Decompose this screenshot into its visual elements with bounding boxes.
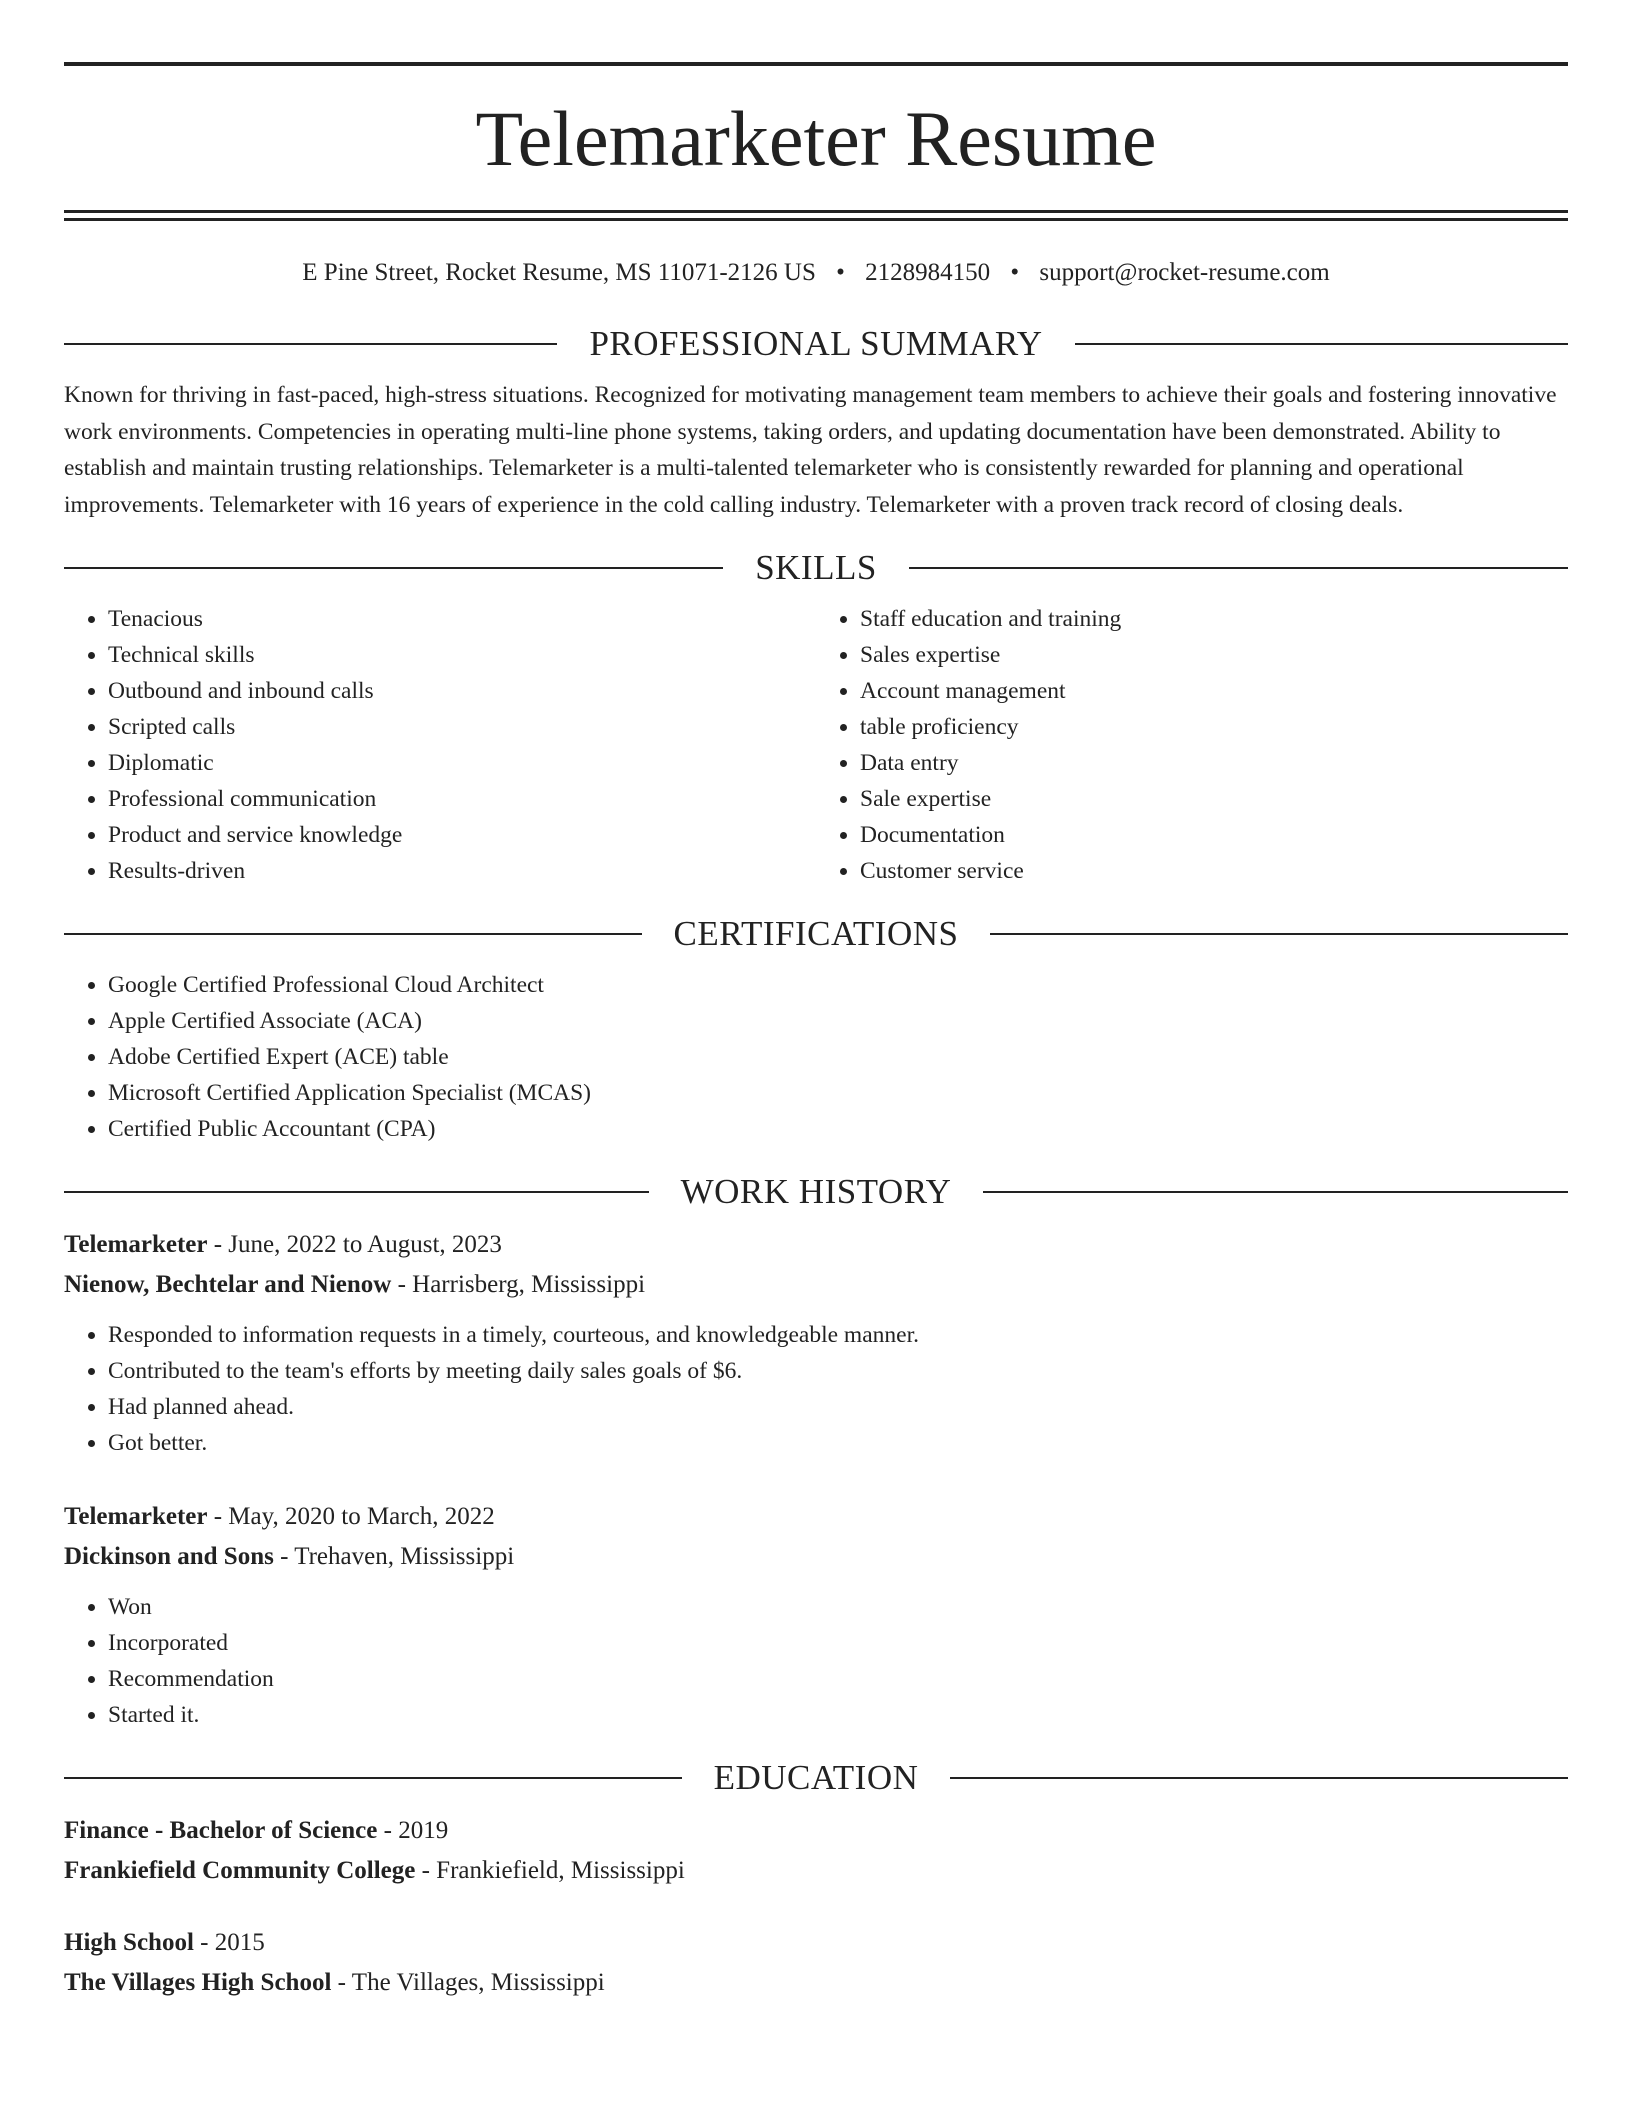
skill-item: • Staff education and training bbox=[860, 601, 1568, 637]
job-bullet: • Got better. bbox=[108, 1425, 1568, 1461]
contact-phone: 2128984150 bbox=[865, 259, 991, 286]
heading-rule bbox=[64, 343, 557, 345]
skills-list bbox=[64, 601, 1568, 889]
skill-item: • Sales expertise bbox=[860, 637, 1568, 673]
job-company: Dickinson and Sons bbox=[64, 1543, 274, 1570]
section-heading-summary bbox=[64, 323, 1568, 365]
skill-item: • Outbound and inbound calls bbox=[108, 673, 816, 709]
job-bullet: • Won bbox=[108, 1589, 1568, 1625]
skill-item: • Data entry bbox=[860, 745, 1568, 781]
resume-title: Telemarketer Resume bbox=[475, 95, 1157, 182]
contact-line bbox=[64, 259, 1568, 287]
job-bullet: • Started it. bbox=[108, 1697, 1568, 1733]
job-bullet: • Had planned ahead. bbox=[108, 1389, 1568, 1425]
education-location: - Frankiefield, Mississippi bbox=[415, 1857, 685, 1884]
skill-item: • Scripted calls bbox=[108, 709, 816, 745]
skill-item: • Results-driven bbox=[108, 853, 816, 889]
job-dates: - June, 2022 to August, 2023 bbox=[207, 1231, 502, 1258]
skill-item: • table proficiency bbox=[860, 709, 1568, 745]
heading-rule bbox=[1075, 343, 1568, 345]
job-bullet: • Contributed to the team's efforts by meeting daily sales goals of $6. bbox=[108, 1353, 1568, 1389]
job-title-line bbox=[64, 1497, 1568, 1537]
job-location: - Harrisberg, Mississippi bbox=[391, 1271, 646, 1298]
job-title-line bbox=[64, 1225, 1568, 1265]
education-location: - The Villages, Mississippi bbox=[331, 1969, 605, 1996]
heading-rule bbox=[950, 1777, 1568, 1779]
job-company-line bbox=[64, 1537, 1568, 1577]
skill-item: • Sale expertise bbox=[860, 781, 1568, 817]
education-year: - 2015 bbox=[193, 1929, 265, 1956]
skill-item: • Professional communication bbox=[108, 781, 816, 817]
title-double-rule bbox=[64, 210, 1568, 221]
job-location: - Trehaven, Mississippi bbox=[273, 1543, 515, 1570]
heading-rule bbox=[909, 567, 1568, 569]
job-entry bbox=[64, 1497, 1568, 1733]
contact-address: E Pine Street, Rocket Resume, MS 11071-2126 US bbox=[302, 259, 816, 286]
section-heading-education bbox=[64, 1757, 1568, 1799]
contact-email: support@rocket-resume.com bbox=[1039, 259, 1330, 286]
section-title: SKILLS bbox=[755, 548, 877, 587]
skill-item: • Customer service bbox=[860, 853, 1568, 889]
education-school: The Villages High School bbox=[64, 1969, 332, 1996]
certifications-list bbox=[64, 967, 1568, 1147]
section-heading-certifications bbox=[64, 913, 1568, 955]
certification-item: • Certified Public Accountant (CPA) bbox=[108, 1111, 1568, 1147]
section-title: EDUCATION bbox=[713, 1758, 919, 1797]
education-list bbox=[64, 1811, 1568, 2003]
education-degree: Finance - Bachelor of Science bbox=[64, 1817, 378, 1844]
heading-rule bbox=[64, 1777, 682, 1779]
certification-item: • Microsoft Certified Application Specialist (MCAS) bbox=[108, 1075, 1568, 1111]
certifications-bullets bbox=[64, 967, 1568, 1147]
contact-separator: • bbox=[836, 259, 845, 286]
education-school-line bbox=[64, 1963, 1568, 2003]
education-entry bbox=[64, 1811, 1568, 1891]
education-year: - 2019 bbox=[377, 1817, 449, 1844]
job-dates: - May, 2020 to March, 2022 bbox=[207, 1503, 495, 1530]
heading-rule bbox=[64, 1191, 649, 1193]
job-bullets bbox=[64, 1317, 1568, 1461]
job-title: Telemarketer bbox=[64, 1231, 208, 1258]
section-title: PROFESSIONAL SUMMARY bbox=[589, 324, 1043, 363]
skill-item: • Documentation bbox=[860, 817, 1568, 853]
heading-rule bbox=[64, 933, 642, 935]
job-bullet: • Incorporated bbox=[108, 1625, 1568, 1661]
contact-separator: • bbox=[1010, 259, 1020, 286]
education-school-line bbox=[64, 1851, 1568, 1891]
skills-column-right bbox=[816, 601, 1568, 889]
summary-text: Known for thriving in fast-paced, high-stress situations. Recognized for motivating management team members to achieve their goals and fostering innovative work environments. Competencies in operating multi-line phone systems, taking orders, and updating documentation have been demonstrated. Ability to establish and maintain trusting relationships. Telemarketer is a multi-talented telemarketer who is consistently rewarded for planning and operational improvements. Telemarketer with 16 years of experience in the cold calling industry. Telemarketer with a proven track record of closing deals. bbox=[64, 382, 1557, 518]
section-heading-work-history bbox=[64, 1171, 1568, 1213]
education-entry bbox=[64, 1923, 1568, 2003]
heading-rule bbox=[64, 567, 723, 569]
skill-item: • Account management bbox=[860, 673, 1568, 709]
heading-rule bbox=[983, 1191, 1568, 1193]
job-company-line bbox=[64, 1265, 1568, 1305]
job-bullets bbox=[64, 1589, 1568, 1733]
section-title: WORK HISTORY bbox=[680, 1172, 952, 1211]
skill-item: • Technical skills bbox=[108, 637, 816, 673]
education-degree-line bbox=[64, 1923, 1568, 1963]
certification-item: • Adobe Certified Expert (ACE) table bbox=[108, 1039, 1568, 1075]
section-title: CERTIFICATIONS bbox=[673, 914, 959, 953]
skill-item: • Diplomatic bbox=[108, 745, 816, 781]
work-history bbox=[64, 1225, 1568, 1733]
education-degree-line bbox=[64, 1811, 1568, 1851]
job-bullet: • Responded to information requests in a timely, courteous, and knowledgeable manner. bbox=[108, 1317, 1568, 1353]
job-entry bbox=[64, 1225, 1568, 1461]
job-title: Telemarketer bbox=[64, 1503, 208, 1530]
section-heading-skills bbox=[64, 547, 1568, 589]
skill-item: • Tenacious bbox=[108, 601, 816, 637]
skills-column-left bbox=[64, 601, 816, 889]
education-degree: High School bbox=[64, 1929, 194, 1956]
heading-rule bbox=[990, 933, 1568, 935]
certification-item: • Apple Certified Associate (ACA) bbox=[108, 1003, 1568, 1039]
skill-item: • Product and service knowledge bbox=[108, 817, 816, 853]
education-school: Frankiefield Community College bbox=[64, 1857, 416, 1884]
job-company: Nienow, Bechtelar and Nienow bbox=[64, 1271, 392, 1298]
job-bullet: • Recommendation bbox=[108, 1661, 1568, 1697]
certification-item: • Google Certified Professional Cloud Architect bbox=[108, 967, 1568, 1003]
